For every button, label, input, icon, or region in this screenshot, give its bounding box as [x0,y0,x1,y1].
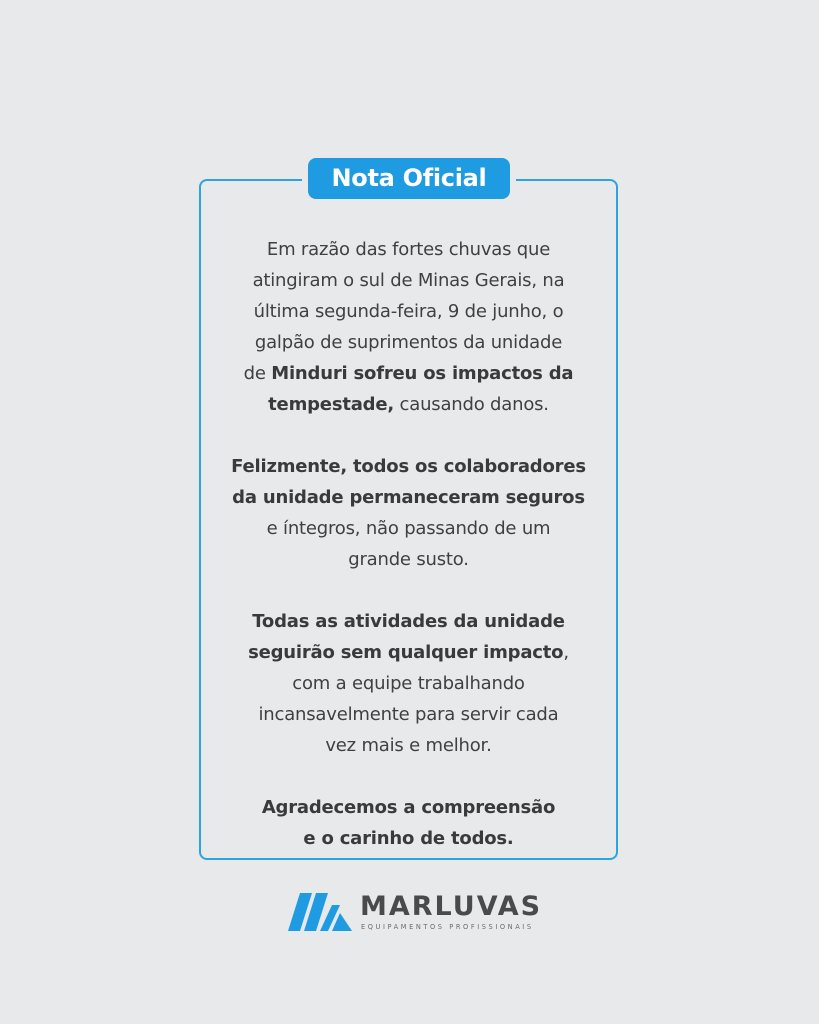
brand-logo [288,891,543,935]
paragraph-3 [199,606,618,761]
notice-title: Nota Oficial [308,158,510,199]
p4-line1: Agradecemos a compreensão [261,797,556,818]
brand-name: MARLUVAS [360,891,543,922]
p1-line6-suffix: causando danos. [394,394,549,415]
p1-line1: Em razão das fortes chuvas que [266,239,551,260]
p2-line1: Felizmente, todos os colaboradores [231,456,586,477]
p3-line5: vez mais e melhor. [325,735,492,756]
paragraph-2 [199,451,618,575]
brand-tagline: EQUIPAMENTOS PROFISSIONAIS [361,923,534,931]
p2-line2: da unidade permaneceram seguros [232,487,585,508]
p1-line2: atingiram o sul de Minas Gerais, na [252,270,565,291]
p1-line5-prefix: de [243,363,272,384]
p1-line4: galpão de suprimentos da unidade [254,332,563,353]
p2-line4: grande susto. [348,549,469,570]
p3-line2-comma: , [563,642,569,663]
notice-body [199,234,618,854]
p3-line1: Todas as atividades da unidade [252,611,565,632]
p4-line2: e o carinho de todos. [303,828,514,849]
paragraph-4 [199,792,618,854]
marluvas-m-logo-icon [288,891,352,933]
p3-line4: incansavelmente para servir cada [258,704,559,725]
p1-line5-bold: Minduri sofreu os impactos da [271,363,574,384]
p3-line3: com a equipe trabalhando [292,673,525,694]
p3-line2-bold: seguirão sem qualquer impacto [248,642,564,663]
p1-line6-bold: tempestade, [268,394,395,415]
p1-line3: última segunda-feira, 9 de junho, o [253,301,564,322]
p2-line3: e íntegros, não passando de um [266,518,551,539]
paragraph-1 [199,234,618,420]
